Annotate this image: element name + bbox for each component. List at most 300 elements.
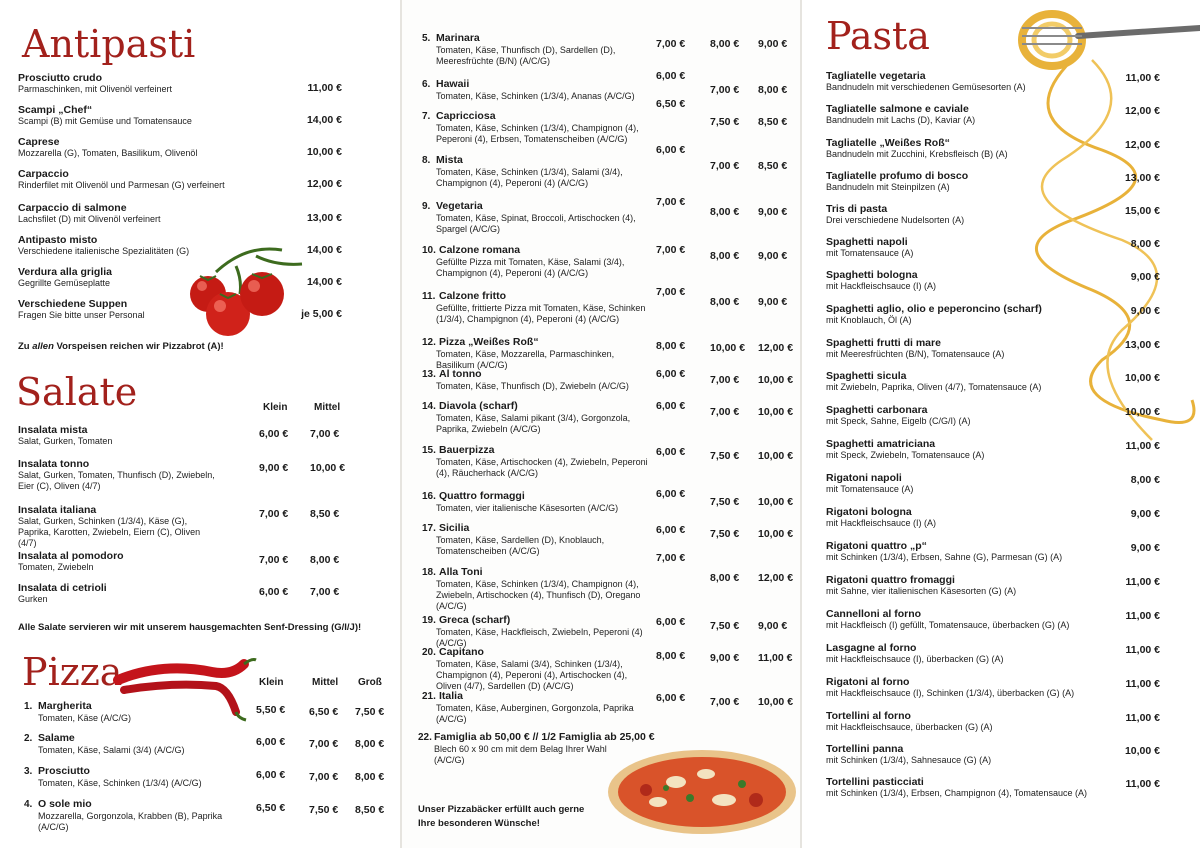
salate-item-name: Insalata tonno bbox=[18, 458, 90, 470]
tomatoes-image bbox=[186, 236, 306, 340]
pizza-item-price-mid: 6,50 € bbox=[309, 706, 339, 718]
pizza-item-number: 21. bbox=[422, 691, 436, 702]
pizza-item-price-mid: 7,50 € bbox=[710, 450, 740, 462]
pizza-item-price-mid: 7,50 € bbox=[710, 620, 740, 632]
pizza-item-price-big: 10,00 € bbox=[758, 496, 794, 508]
pasta-item-name: Cannelloni al forno bbox=[826, 608, 922, 620]
pizza-item-desc: Tomaten, Käse (A/C/G) bbox=[38, 713, 132, 723]
antipasti-item-price: 14,00 € bbox=[306, 276, 342, 288]
antipasti-title: Antipasti bbox=[22, 22, 196, 66]
pizza-item-price-small: 6,00 € bbox=[656, 446, 686, 458]
pasta-item-price: 11,00 € bbox=[1125, 778, 1160, 790]
salate-item-price-mid: 7,00 € bbox=[310, 586, 340, 598]
pizza-item-price-small: 7,00 € bbox=[656, 244, 686, 256]
pizza-item-number: 5. bbox=[422, 33, 431, 44]
antipasti-item-price: 10,00 € bbox=[306, 146, 342, 158]
salate-item-price-small: 6,00 € bbox=[259, 428, 289, 440]
panel-antipasti-salate-pizza bbox=[0, 0, 400, 848]
pizza-item-desc: Tomaten, vier italienische Käsesorten (A/C/G) bbox=[436, 503, 619, 513]
pasta-item bbox=[826, 269, 1116, 292]
pizza-item bbox=[422, 244, 654, 279]
pizza-item bbox=[422, 522, 654, 557]
antipasti-note-emphasis: allen bbox=[32, 341, 54, 352]
pasta-item-name: Tortellini pasticciati bbox=[826, 776, 924, 788]
pizza-item-number: 2. bbox=[24, 733, 33, 744]
pizza-item-price-small: 7,00 € bbox=[656, 552, 686, 564]
antipasti-item-name: Verschiedene Suppen bbox=[18, 298, 128, 310]
antipasti-note-suffix: Vorspeisen reichen wir Pizzabrot (A)! bbox=[53, 341, 224, 352]
antipasti-item-desc: Fragen Sie bitte unser Personal bbox=[18, 310, 145, 320]
pizza-item-price-big: 9,00 € bbox=[758, 296, 788, 308]
pasta-item-price: 12,00 € bbox=[1124, 105, 1160, 117]
pizza-item-number: 7. bbox=[422, 111, 431, 122]
salate-item-name: Insalata al pomodoro bbox=[18, 550, 124, 562]
pasta-item bbox=[826, 70, 1116, 93]
salate-item bbox=[18, 504, 218, 549]
pizza-item-price-small: 5,50 € bbox=[256, 704, 286, 716]
pizza-item-number: 16. bbox=[422, 491, 436, 502]
pasta-item-name: Tagliatelle vegetaria bbox=[826, 70, 926, 82]
antipasti-item-name: Prosciutto crudo bbox=[18, 72, 103, 84]
pizza-item-title bbox=[24, 798, 249, 811]
pasta-item-name: Spaghetti bologna bbox=[826, 269, 918, 281]
pasta-item-price: 12,00 € bbox=[1124, 139, 1160, 151]
antipasti-item-price: je 5,00 € bbox=[301, 308, 342, 320]
salate-item-desc: Gurken bbox=[18, 594, 48, 604]
pizza-item-number: 14. bbox=[422, 401, 436, 412]
pasta-item-desc: mit Schinken (1/3/4), Erbsen, Champignon (4), Tomatensauce (A) bbox=[826, 788, 1087, 798]
pasta-item-desc: mit Schinken (1/3/4), Sahnesauce (G) (A) bbox=[826, 755, 992, 765]
salate-col-mid: Mittel bbox=[314, 402, 341, 413]
antipasti-item-desc: Verschiedene italienische Spezialitäten (G) bbox=[18, 246, 190, 256]
panel-pasta bbox=[802, 0, 1200, 848]
salate-note: Alle Salate servieren wir mit unserem hausgemachten Senf-Dressing (G/I/J)! bbox=[18, 622, 362, 633]
pizza-item-price-small: 6,00 € bbox=[256, 736, 286, 748]
pizza-item-number: 3. bbox=[24, 766, 33, 777]
salate-item-desc: Salat, Gurken, Schinken (1/3/4), Käse (G), Paprika, Karotten, Zwiebeln, Eiern (C), Oliven (4/7) bbox=[18, 516, 201, 548]
pasta-title: Pasta bbox=[826, 14, 930, 58]
pizza-item-desc: Tomaten, Käse, Auberginen, Gorgonzola, Paprika (A/C/G) bbox=[436, 703, 634, 724]
pizza-item-name: Al tonno bbox=[439, 368, 482, 380]
pizza-item-price-mid: 7,50 € bbox=[710, 496, 740, 508]
pizza-item-title bbox=[422, 614, 654, 627]
pizza-item-desc: Gefüllte, frittierte Pizza mit Tomaten, Käse, Schinken (1/3/4), Champignon (4), Peperoni (4) (A/C/G) bbox=[436, 303, 646, 324]
pizza-item-price-mid: 7,00 € bbox=[710, 406, 740, 418]
pizza-item-price-big: 8,50 € bbox=[758, 160, 788, 172]
pizza-item bbox=[422, 400, 654, 435]
antipasti-item-price: 13,00 € bbox=[306, 212, 342, 224]
pizza-item-number: 19. bbox=[422, 615, 436, 626]
pasta-item-desc: Bandnudeln mit Lachs (D), Kaviar (A) bbox=[826, 115, 976, 125]
pizza-item-price-mid: 8,00 € bbox=[710, 250, 740, 262]
pizza-item-title bbox=[422, 522, 654, 535]
pizza-item-title bbox=[422, 154, 654, 167]
pizza-item-title bbox=[422, 290, 654, 303]
pasta-item-price: 11,00 € bbox=[1125, 678, 1160, 690]
pizza-famiglia-line2: Blech 60 x 90 cm mit dem Belag Ihrer Wahl bbox=[434, 744, 607, 754]
salate-item-price-mid: 8,00 € bbox=[310, 554, 340, 566]
pizza-col-small: Klein bbox=[259, 677, 284, 688]
pasta-item-price: 11,00 € bbox=[1125, 644, 1160, 656]
pizza-item-price-big: 12,00 € bbox=[758, 342, 794, 354]
pizza-item-desc: Tomaten, Käse, Salami (3/4), Schinken (1/3/4), Champignon (4), Peperoni (4), Artischocken (4), Oliven (4/7), Sardellen (D) (A/C/G) bbox=[436, 659, 628, 691]
salate-item-name: Insalata mista bbox=[18, 424, 88, 436]
antipasti-item bbox=[18, 104, 288, 127]
pizza-note-line1: Unser Pizzabäcker erfüllt auch gerne bbox=[418, 804, 585, 815]
antipasti-item-desc: Parmaschinken, mit Olivenöl verfeinert bbox=[18, 84, 173, 94]
pasta-item-desc: mit Zwiebeln, Paprika, Oliven (4/7), Tomatensauce (A) bbox=[826, 382, 1042, 392]
pasta-item bbox=[826, 642, 1116, 665]
pizza-famiglia-line3: (A/C/G) bbox=[434, 755, 465, 765]
pizza-item-title bbox=[422, 490, 654, 503]
pizza-item-number: 11. bbox=[422, 291, 436, 302]
pizza-item-price-mid: 7,00 € bbox=[710, 374, 740, 386]
pasta-item-price: 13,00 € bbox=[1124, 172, 1160, 184]
pizza-item-name: Calzone romana bbox=[439, 244, 521, 256]
pasta-item-name: Rigatoni al forno bbox=[826, 676, 910, 688]
pasta-item-desc: mit Hackfleischsauce, überbacken (G) (A) bbox=[826, 722, 993, 732]
pasta-item-name: Tris di pasta bbox=[826, 203, 888, 215]
salate-item bbox=[18, 582, 218, 605]
pizza-item bbox=[422, 200, 654, 235]
pizza-item-price-mid: 7,00 € bbox=[309, 738, 339, 750]
pizza-title: Pizza bbox=[22, 650, 123, 694]
pasta-item-desc: Bandnudeln mit verschiedenen Gemüsesorten (A) bbox=[826, 82, 1026, 92]
pizza-item bbox=[422, 646, 654, 692]
pizza-item-name: Sicilia bbox=[439, 522, 470, 534]
pasta-item-name: Rigatoni quattro „p“ bbox=[826, 540, 927, 552]
pasta-item-desc: mit Schinken (1/3/4), Erbsen, Sahne (G), Parmesan (G) (A) bbox=[826, 552, 1063, 562]
pasta-item-price: 11,00 € bbox=[1125, 72, 1160, 84]
antipasti-item-name: Caprese bbox=[18, 136, 60, 148]
pizza-item-price-small: 7,00 € bbox=[656, 286, 686, 298]
antipasti-item-price: 14,00 € bbox=[306, 244, 342, 256]
pasta-item-desc: mit Tomatensauce (A) bbox=[826, 484, 914, 494]
antipasti-note-prefix: Zu bbox=[18, 341, 33, 352]
salate-item bbox=[18, 458, 218, 492]
salate-item-name: Insalata di cetrioli bbox=[18, 582, 107, 594]
pizza-item-title bbox=[24, 765, 249, 778]
pizza-item-price-big: 8,00 € bbox=[355, 771, 385, 783]
pasta-item bbox=[826, 103, 1116, 126]
pasta-item-price: 9,00 € bbox=[1130, 305, 1160, 317]
pizza-item-price-small: 6,00 € bbox=[656, 144, 686, 156]
pizza-famiglia-number: 22. bbox=[418, 732, 432, 743]
antipasti-item bbox=[18, 72, 288, 95]
pasta-item-name: Spaghetti amatriciana bbox=[826, 438, 936, 450]
pizza-item-title bbox=[24, 700, 249, 713]
pizza-item-title bbox=[422, 646, 654, 659]
salate-item-price-mid: 7,00 € bbox=[310, 428, 340, 440]
pizza-col-mid: Mittel bbox=[312, 677, 339, 688]
pizza-item-name: Greca (scharf) bbox=[439, 614, 511, 626]
pizza-item-price-small: 6,00 € bbox=[256, 769, 286, 781]
pizza-item-desc: Tomaten, Käse, Schinken (1/3/4), Champignon (4), Peperoni (4), Erbsen, Tomatenscheiben (A/C/G) bbox=[436, 123, 639, 144]
pizza-item-title bbox=[422, 200, 654, 213]
salate-title: Salate bbox=[16, 370, 138, 414]
pasta-item-price: 8,00 € bbox=[1130, 474, 1160, 486]
pizza-item-name: Alla Toni bbox=[439, 566, 483, 578]
pasta-item-price: 15,00 € bbox=[1124, 205, 1160, 217]
pasta-item-name: Tagliatelle „Weißes Roß“ bbox=[826, 137, 950, 149]
salate-item-price-small: 9,00 € bbox=[259, 462, 289, 474]
pasta-item bbox=[826, 506, 1116, 529]
pizza-item-name: Diavola (scharf) bbox=[439, 400, 518, 412]
pasta-item-desc: Bandnudeln mit Zucchini, Krebsfleisch (B) (A) bbox=[826, 149, 1008, 159]
pasta-item-name: Tortellini al forno bbox=[826, 710, 911, 722]
salate-item-name: Insalata italiana bbox=[18, 504, 97, 516]
pasta-item bbox=[826, 710, 1116, 733]
pizza-item-price-mid: 10,00 € bbox=[710, 342, 746, 354]
pasta-item-price: 8,00 € bbox=[1130, 238, 1160, 250]
pizza-item bbox=[422, 32, 654, 67]
pizza-item-price-big: 8,50 € bbox=[758, 116, 788, 128]
pasta-item-name: Rigatoni quattro fromaggi bbox=[826, 574, 955, 586]
pasta-item bbox=[826, 776, 1116, 799]
pizza-item-name: Capricciosa bbox=[436, 110, 496, 122]
pasta-item bbox=[826, 743, 1116, 766]
pasta-item-price: 13,00 € bbox=[1124, 339, 1160, 351]
pizza-image bbox=[606, 748, 798, 836]
antipasti-item-name: Carpaccio di salmone bbox=[18, 202, 127, 214]
pizza-item-desc: Gefüllte Pizza mit Tomaten, Käse, Salami (3/4), Champignon (4), Peperoni (4) (A/C/G) bbox=[436, 257, 625, 278]
pizza-item-price-mid: 7,00 € bbox=[710, 696, 740, 708]
pizza-item-price-small: 8,00 € bbox=[656, 340, 686, 352]
pizza-item-price-small: 6,00 € bbox=[656, 692, 686, 704]
pizza-item bbox=[422, 336, 654, 371]
salate-item bbox=[18, 550, 218, 573]
pizza-note bbox=[418, 803, 584, 831]
antipasti-item-desc: Lachsfilet (D) mit Olivenöl verfeinert bbox=[18, 214, 161, 224]
pasta-item-desc: mit Hackfleisch (I) gefüllt, Tomatensauce, überbacken (G) (A) bbox=[826, 620, 1070, 630]
pasta-item-desc: mit Sahne, vier italienischen Käsesorten (G) (A) bbox=[826, 586, 1017, 596]
pizza-item bbox=[24, 765, 249, 789]
pizza-item bbox=[422, 566, 654, 612]
pasta-item-name: Spaghetti sicula bbox=[826, 370, 907, 382]
pizza-item-price-big: 10,00 € bbox=[758, 696, 794, 708]
pizza-item-number: 12. bbox=[422, 337, 436, 348]
pizza-item-desc: Tomaten, Käse, Thunfisch (D), Sardellen (D), Meeresfrüchte (B/N) (A/C/G) bbox=[436, 45, 616, 66]
pizza-item-price-big: 12,00 € bbox=[758, 572, 794, 584]
antipasti-item-price: 12,00 € bbox=[306, 178, 342, 190]
pizza-item-price-mid: 7,50 € bbox=[309, 804, 339, 816]
pizza-item bbox=[24, 798, 249, 833]
pizza-item-desc: Tomaten, Käse, Sardellen (D), Knoblauch, Tomatenscheiben (A/C/G) bbox=[436, 535, 605, 556]
salate-item-desc: Salat, Gurken, Tomaten, Thunfisch (D), Zwiebeln, Eier (C), Oliven (4/7) bbox=[18, 470, 215, 491]
pizza-item-price-big: 11,00 € bbox=[758, 652, 793, 664]
pizza-famiglia-line1: Famiglia ab 50,00 € // 1/2 Famiglia ab 25,00 € bbox=[434, 731, 655, 743]
pizza-item-name: Vegetaria bbox=[436, 200, 483, 212]
pizza-item-title bbox=[24, 732, 249, 745]
pasta-item bbox=[826, 472, 1116, 495]
panel-pizza-continued bbox=[402, 0, 800, 848]
pizza-item-price-small: 6,00 € bbox=[656, 524, 686, 536]
antipasti-item-name: Verdura alla griglia bbox=[18, 266, 112, 278]
pizza-item bbox=[422, 110, 654, 145]
salate-item-price-small: 6,00 € bbox=[259, 586, 289, 598]
pizza-item-price-mid: 8,00 € bbox=[710, 206, 740, 218]
salate-item-price-mid: 8,50 € bbox=[310, 508, 340, 520]
pizza-item-desc: Tomaten, Käse, Mozzarella, Parmaschinken, Basilikum (A/C/G) bbox=[436, 349, 615, 370]
pasta-item-name: Tagliatelle salmone e caviale bbox=[826, 103, 969, 115]
antipasti-item bbox=[18, 168, 288, 191]
pasta-item bbox=[826, 438, 1116, 461]
pizza-item-number: 6. bbox=[422, 79, 431, 90]
pasta-item bbox=[826, 676, 1116, 699]
pizza-item-price-mid: 8,00 € bbox=[710, 572, 740, 584]
antipasti-item-desc: Mozzarella (G), Tomaten, Basilikum, Olivenöl bbox=[18, 148, 198, 158]
antipasti-item bbox=[18, 136, 288, 159]
pizza-item-name: Italia bbox=[439, 690, 463, 702]
pizza-item-desc: Mozzarella, Gorgonzola, Krabben (B), Paprika (A/C/G) bbox=[38, 811, 223, 832]
antipasti-note bbox=[18, 341, 224, 352]
pizza-item-title bbox=[422, 244, 654, 257]
pasta-item-price: 9,00 € bbox=[1130, 508, 1160, 520]
pasta-item bbox=[826, 236, 1116, 259]
pizza-item-price-big: 9,00 € bbox=[758, 250, 788, 262]
pizza-item bbox=[24, 732, 249, 756]
pizza-col-big: Groß bbox=[358, 677, 382, 688]
pizza-item-price-small: 6,00 € bbox=[656, 400, 686, 412]
pasta-item-price: 11,00 € bbox=[1125, 440, 1160, 452]
pizza-item-desc: Tomaten, Käse, Schinken (1/3/4), Ananas (A/C/G) bbox=[436, 91, 635, 101]
pasta-item-name: Lasgagne al forno bbox=[826, 642, 917, 654]
pizza-item-price-big: 10,00 € bbox=[758, 406, 794, 418]
pizza-item-name: Salame bbox=[38, 732, 75, 744]
pizza-item-price-mid: 7,00 € bbox=[710, 160, 740, 172]
pizza-item-title bbox=[422, 336, 654, 349]
pasta-item-price: 9,00 € bbox=[1130, 542, 1160, 554]
pasta-item-desc: mit Meeresfrüchten (B/N), Tomatensauce (A) bbox=[826, 349, 1005, 359]
antipasti-item-name: Antipasto misto bbox=[18, 234, 98, 246]
pasta-item bbox=[826, 608, 1116, 631]
pizza-item-title bbox=[422, 444, 654, 457]
pizza-item bbox=[422, 368, 654, 392]
pizza-item-name: Prosciutto bbox=[38, 765, 90, 777]
pizza-item-price-big: 8,00 € bbox=[758, 84, 788, 96]
pasta-item bbox=[826, 370, 1116, 393]
pasta-item bbox=[826, 303, 1116, 326]
antipasti-item-desc: Scampi (B) mit Gemüse und Tomatensauce bbox=[18, 116, 192, 126]
antipasti-item-name: Carpaccio bbox=[18, 168, 69, 180]
pasta-item-name: Rigatoni bologna bbox=[826, 506, 912, 518]
antipasti-item bbox=[18, 202, 288, 225]
antipasti-item-desc: Gegrillte Gemüseplatte bbox=[18, 278, 111, 288]
pizza-item-desc: Tomaten, Käse, Thunfisch (D), Zwiebeln (A/C/G) bbox=[436, 381, 629, 391]
pizza-item-number: 20. bbox=[422, 647, 436, 658]
pasta-item bbox=[826, 170, 1116, 193]
pizza-item-name: Mista bbox=[436, 154, 463, 166]
salate-item-price-small: 7,00 € bbox=[259, 508, 289, 520]
pasta-item-price: 11,00 € bbox=[1125, 576, 1160, 588]
pasta-item bbox=[826, 404, 1116, 427]
pasta-item bbox=[826, 337, 1116, 360]
pizza-item-price-small: 6,00 € bbox=[656, 616, 686, 628]
pizza-item-number: 8. bbox=[422, 155, 431, 166]
pizza-item-number: 18. bbox=[422, 567, 436, 578]
pizza-item-desc: Tomaten, Käse, Spinat, Broccoli, Artischocken (4), Spargel (A/C/G) bbox=[436, 213, 636, 234]
pizza-item bbox=[422, 154, 654, 189]
pizza-item-price-small: 6,50 € bbox=[256, 802, 286, 814]
pasta-item-desc: mit Hackfleischsauce (I), überbacken (G) (A) bbox=[826, 654, 1004, 664]
pasta-item-price: 10,00 € bbox=[1124, 372, 1160, 384]
pizza-item-name: Pizza „Weißes Roß“ bbox=[439, 336, 539, 348]
pizza-note-line2: Ihre besonderen Wünsche! bbox=[418, 818, 540, 829]
pizza-item-price-big: 10,00 € bbox=[758, 528, 794, 540]
pasta-item-desc: mit Hackfleischsauce (I) (A) bbox=[826, 281, 937, 291]
pizza-item-number: 17. bbox=[422, 523, 436, 534]
pizza-item-title bbox=[422, 110, 654, 123]
pasta-item-price: 10,00 € bbox=[1124, 406, 1160, 418]
pizza-item-price-small: 7,00 € bbox=[656, 196, 686, 208]
pizza-item-desc: Tomaten, Käse, Schinken (1/3/4), Salami (3/4), Champignon (4), Peperoni (4) (A/C/G) bbox=[436, 167, 623, 188]
pizza-item-price-mid: 7,00 € bbox=[309, 771, 339, 783]
pizza-item-title bbox=[422, 78, 654, 91]
antipasti-item-name: Scampi „Chef“ bbox=[18, 104, 93, 116]
pizza-item-price-big: 10,00 € bbox=[758, 374, 794, 386]
pizza-item-price-mid: 9,00 € bbox=[710, 652, 740, 664]
pizza-item bbox=[422, 78, 654, 102]
pasta-item-desc: Bandnudeln mit Steinpilzen (A) bbox=[826, 182, 950, 192]
pizza-item-number: 4. bbox=[24, 799, 33, 810]
pizza-item-desc: Tomaten, Käse, Schinken (1/3/4), Champignon (4), Zwiebeln, Artischocken (4), Thunfisch (D), Oregano (A/C/G) bbox=[436, 579, 641, 611]
pizza-item-name: Margherita bbox=[38, 700, 92, 712]
pizza-item-price-mid: 7,00 € bbox=[710, 84, 740, 96]
pasta-item-desc: mit Hackfleischsauce (I), Schinken (1/3/4), überbacken (G) (A) bbox=[826, 688, 1075, 698]
salate-item-price-small: 7,00 € bbox=[259, 554, 289, 566]
pasta-item-name: Tortellini panna bbox=[826, 743, 904, 755]
pizza-item-price-mid: 8,00 € bbox=[710, 296, 740, 308]
pasta-item-desc: mit Hackfleischsauce (I) (A) bbox=[826, 518, 937, 528]
pizza-item-price-small: 6,00 € bbox=[656, 70, 686, 82]
pizza-item-price-mid: 7,50 € bbox=[710, 116, 740, 128]
pasta-item-name: Rigatoni napoli bbox=[826, 472, 902, 484]
pizza-item-price-big: 9,00 € bbox=[758, 620, 788, 632]
pasta-item-desc: mit Speck, Sahne, Eigelb (C/G/I) (A) bbox=[826, 416, 971, 426]
pizza-item-name: O sole mio bbox=[38, 798, 92, 810]
pizza-item bbox=[422, 490, 654, 514]
pasta-item-desc: Drei verschiedene Nudelsorten (A) bbox=[826, 215, 965, 225]
pasta-item-name: Spaghetti aglio, olio e peperoncino (scharf) bbox=[826, 303, 1042, 315]
pizza-item-price-small: 6,50 € bbox=[656, 98, 686, 110]
pasta-item bbox=[826, 540, 1116, 563]
pizza-item-price-big: 8,50 € bbox=[355, 804, 385, 816]
pasta-item bbox=[826, 574, 1116, 597]
pizza-item-price-small: 6,00 € bbox=[656, 488, 686, 500]
pizza-item-price-small: 7,00 € bbox=[656, 38, 686, 50]
pizza-item-number: 13. bbox=[422, 369, 436, 380]
salate-item-desc: Tomaten, Zwiebeln bbox=[18, 562, 94, 572]
antipasti-item-price: 11,00 € bbox=[307, 82, 342, 94]
salate-col-small: Klein bbox=[263, 402, 288, 413]
pizza-item-title bbox=[422, 400, 654, 413]
pasta-item-name: Spaghetti napoli bbox=[826, 236, 908, 248]
pizza-item-desc: Tomaten, Käse, Salami (3/4) (A/C/G) bbox=[38, 745, 185, 755]
pasta-item bbox=[826, 203, 1116, 226]
pizza-item-title bbox=[422, 368, 654, 381]
pasta-item-name: Spaghetti frutti di mare bbox=[826, 337, 941, 349]
pizza-item-price-big: 9,00 € bbox=[758, 206, 788, 218]
salate-item bbox=[18, 424, 218, 447]
pasta-item-desc: mit Tomatensauce (A) bbox=[826, 248, 914, 258]
salate-item-price-mid: 10,00 € bbox=[310, 462, 346, 474]
pizza-item-desc: Tomaten, Käse, Artischocken (4), Zwiebeln, Peperoni (4), Räucherhack (A/C/G) bbox=[436, 457, 648, 478]
pizza-item-number: 10. bbox=[422, 245, 436, 256]
antipasti-item-price: 14,00 € bbox=[306, 114, 342, 126]
pizza-item-price-mid: 7,50 € bbox=[710, 528, 740, 540]
salate-item-desc: Salat, Gurken, Tomaten bbox=[18, 436, 113, 446]
pizza-item-desc: Tomaten, Käse, Schinken (1/3/4) (A/C/G) bbox=[38, 778, 202, 788]
